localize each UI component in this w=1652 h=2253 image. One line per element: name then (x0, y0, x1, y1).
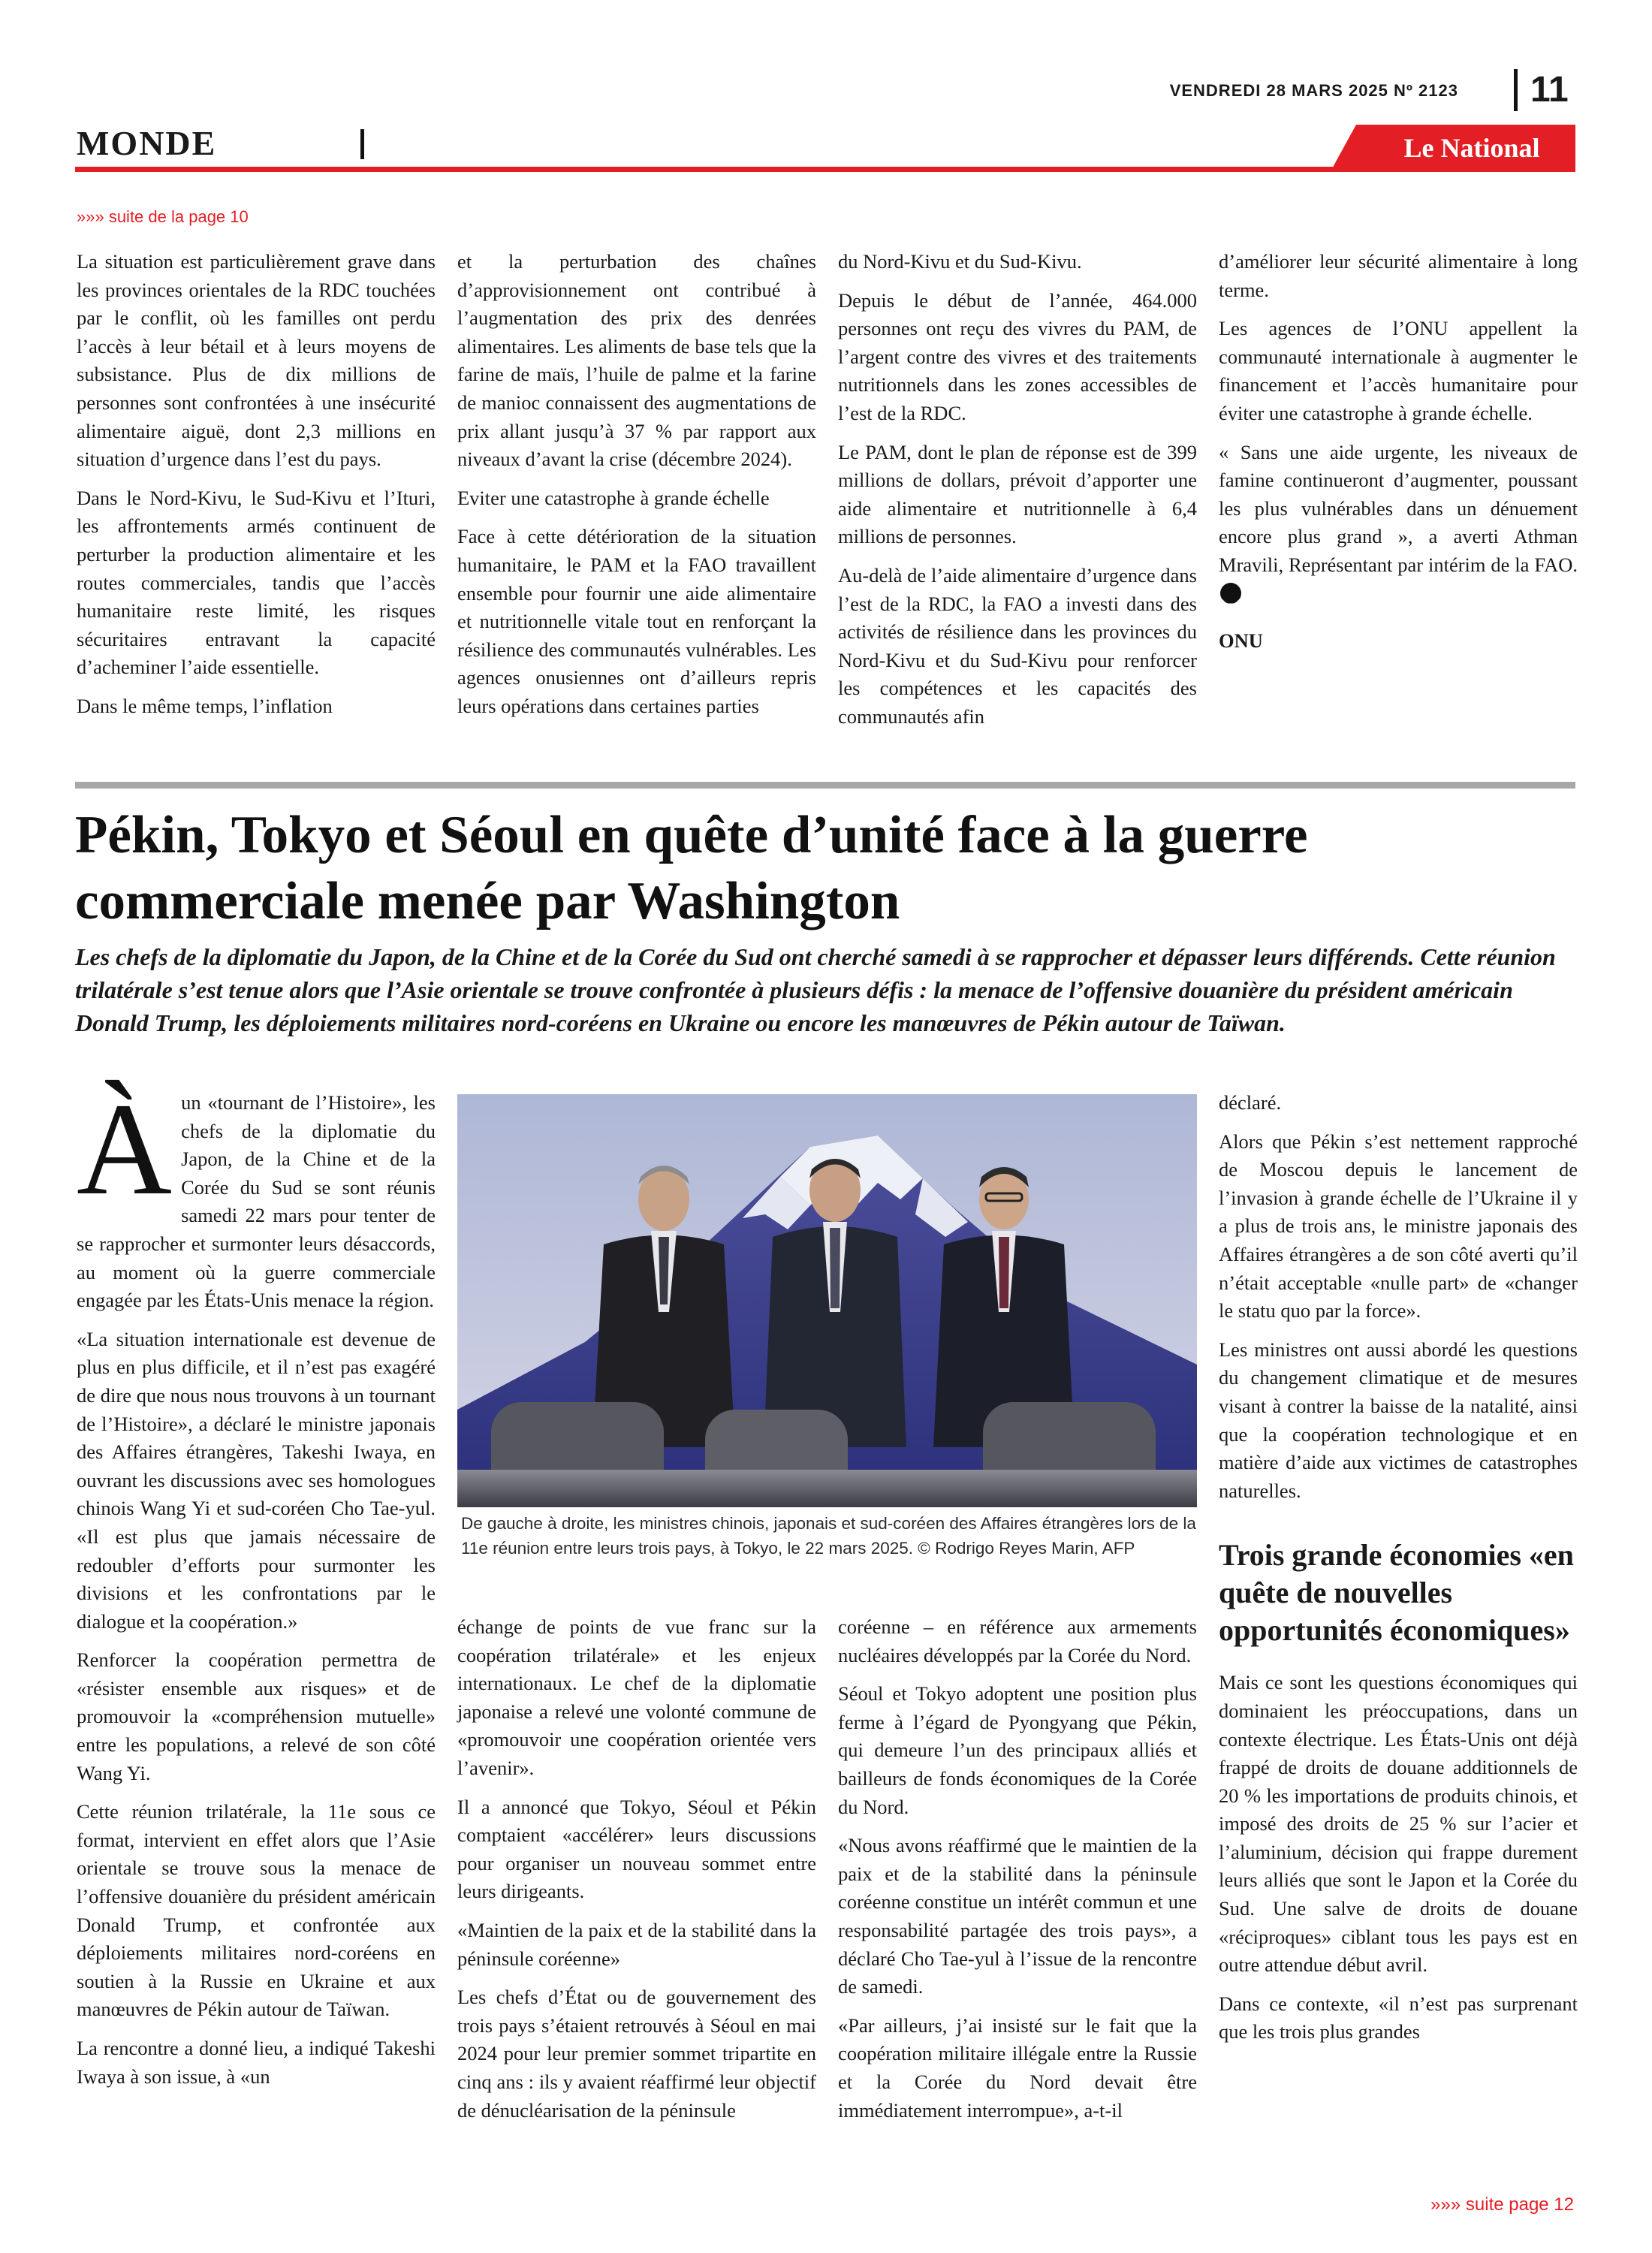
end-of-article-icon (1220, 583, 1241, 604)
paragraph: La situation est particulièrement grave dans les provinces orientales de la RDC touchées par le conflit, où les familles ont perdu l’accès à leur bétail et à leurs moyens de subsistance. Plus de dix millions de personnes sont confrontées à une insécurité alimentaire aiguë, dont 2,3 millions en situation d’urgence dans l’est du pays. (77, 250, 436, 471)
article-signature: ONU (1219, 629, 1263, 653)
article-lede: Les chefs de la diplomatie du Japon, de la Chine et de la Corée du Sud ont cherché samedi à se rapprocher et dépasser leurs différends. Cette réunion trilatérale s’est tenue alors que l’Asie orientale se trouve confrontée à plusieurs défis : la menace de l’offensive douanière du président américain Donald Trump, les déploiements militaires nord-coréens en Ukraine ou encore les manœuvres de Pékin autour de Taïwan. (75, 943, 1556, 1036)
paragraph: coréenne – en référence aux armements nucléaires développés par la Corée du Nord. (838, 1615, 1197, 1666)
paragraph: «Par ailleurs, j’ai insisté sur le fait que la coopération militaire illégale entre la Russie et la Corée du Nord devait être immédiatement interrompue», a-t-il (838, 2013, 1197, 2122)
paragraph: «Nous avons réaffirmé que le maintien de la paix et de la stabilité dans la péninsule coréenne constitue un intérêt commun et une responsabilité partagée des trois pays», a déclaré Cho Tae-yul à l’issue de la rencontre de samedi. (838, 1834, 1197, 1998)
paragraph: Les agences de l’ONU appellent la communauté internationale à augmenter le financement et l’accès humanitaire pour éviter une catastrophe à grande échelle. (1219, 317, 1578, 424)
intertitle: «Maintien de la paix et de la stabilité dans la péninsule coréenne» (457, 1918, 816, 1970)
quote-text: « Sans une aide urgente, les niveaux de famine continueront d’augmenter, poussant les plus vulnérables dans un dénuement encore plus grand », a averti Athman Mravili, Représentant par intérim de la FAO. (1219, 440, 1578, 576)
paragraph: Les chefs d’État ou de gouvernement des trois pays s’étaient retrouvés à Séoul en mai 2024 pour leur premier sommet tripartite en cinq ans : ils y avaient réaffirmé leur objectif de dénucléarisation de la péninsule (457, 1986, 816, 2122)
paragraph: Il a annoncé que Tokyo, Séoul et Pékin comptaient «accélérer» leurs discussions pour organiser un nouveau sommet entre leurs dirigeants. (457, 1795, 816, 1903)
paragraph: Face à cette détérioration de la situation humanitaire, le PAM et la FAO travaillent ensemble pour fournir une aide alimentaire et nutritionnelle vitale tout en renforçant la résilience des communautés vulnérables. Les agences onusiennes ont d’ailleurs repris leurs opérations dans certaines parties (457, 525, 816, 717)
paragraph: échange de points de vue franc sur la coopération trilatérale» et les enjeux internationaux. Le chef de la diplomatie japonaise a relevé une volonté commune de «promouvoir une coopération orientée vers l’avenir». (457, 1615, 816, 1779)
intertitle: Eviter une catastrophe à grande échelle (457, 486, 770, 509)
article-subheading: Trois grande économies «en quête de nouvelles opportunités économiques» (1219, 1538, 1574, 1648)
paragraph: «La situation internationale est devenue de plus en plus difficile, et il n’est pas exagéré de dire que nous nous trouvons à un tournant de l’Histoire», a déclaré le ministre japonais des Affaires étrangères, Takeshi Iwaya, en ouvrant les discussions avec ses homologues chinois Wang Yi et sud-coréen Cho Tae-yul. «Il est plus que jamais nécessaire de redoubler d’efforts pour surmonter les divisions et les confrontations par le dialogue et la coopération.» (77, 1327, 436, 1633)
issue-date: VENDREDI 28 MARS 2025 Nº 2123 (1169, 81, 1458, 100)
paragraph: Depuis le début de l’année, 464.000 personnes ont reçu des vivres du PAM, de l’argent contre des vivres et des traitements nutritionnels dans les zones accessibles de l’est de la RDC. (838, 288, 1197, 424)
paragraph: Les ministres ont aussi abordé les questions du changement climatique et de mesures visant à contrer la baisse de la natalité, ainsi que la coopération technologique et en matière d’aide aux victimes de catastrophes naturelles. (1219, 1338, 1578, 1502)
paragraph: La rencontre a donné lieu, a indiqué Takeshi Iwaya à son issue, à «un (77, 2037, 436, 2088)
paragraph: Le PAM, dont le plan de réponse est de 399 millions de dollars, prévoit d’apporter une aide alimentaire et nutritionnelle à 6,4 millions de personnes. (838, 440, 1197, 548)
paragraph: déclaré. (1219, 1091, 1282, 1114)
paragraph: du Nord-Kivu et du Sud-Kivu. (838, 250, 1082, 273)
main-article-column-4 (1219, 1089, 1578, 2057)
paragraph: Mais ce sont les questions économiques qui dominaient les préoccupations, dans un contexte électrique. Les États-Unis ont déjà frappé de droits de douane additionnels de 20 % les importations de produits chinois, et imposé des droits de 25 % sur l’acier et l’aluminium, décision qui frappe durement leurs alliés que sont le Japon et la Corée du Sud. Une salve de droits de douane «réciproques» ciblant tous les pays est en outre attendue début avril. (1219, 1671, 1578, 1977)
section-title: MONDE (77, 124, 217, 162)
article-separator (75, 782, 1575, 789)
main-article-column-1 (77, 1076, 436, 2101)
paragraph (1219, 439, 1578, 608)
paragraph: Dans ce contexte, «il n’est pas surprenant que les trois plus grandes (1219, 1992, 1578, 2043)
paragraph: Cette réunion trilatérale, la 11e sous ce format, intervient en effet alors que l’Asie orientale se trouve sous la menace de l’offensive douanière du président américain Donald Trump, et confrontée aux déploiements militaires nord-coréens en soutien à la Russie en Ukraine et aux manœuvres de Pékin autour de Taïwan. (77, 1800, 436, 2021)
paragraph: d’améliorer leur sécurité alimentaire à long terme. (1219, 250, 1578, 301)
opening-text: un «tournant de l’Histoire», les chefs de la diplomatie du Japon, de la Chine et de la Corée du Sud se sont réunis samedi 22 mars pour tenter de se rapprocher et surmonter leurs désaccords, au moment où la guerre commerciale engagée par les États-Unis menace la région. (77, 1091, 436, 1312)
page-number: 11 (1530, 70, 1569, 110)
article-headline: Pékin, Tokyo et Séoul en quête d’unité face à la guerre commerciale menée par Washington (75, 806, 1308, 930)
paragraph: Au-delà de l’aide alimentaire d’urgence dans l’est de la RDC, la FAO a investi dans des activités de résilience dans les provinces du Nord-Kivu et du Sud-Kivu pour renforcer les compétences et les capacités des communautés afin (838, 563, 1197, 728)
main-article-column-3 (838, 1613, 1197, 2135)
top-article-column-3 (838, 248, 1197, 742)
section-divider (360, 129, 364, 159)
page-number-divider (1514, 69, 1518, 111)
paragraph (77, 1076, 436, 1315)
paragraph: Alors que Pékin s’est nettement rapproché de Moscou depuis le lancement de l’invasion à grande échelle de l’Ukraine il y a plus de trois ans, le ministre japonais des Affaires étrangères a de son côté averti qu’il n’était acceptable «nulle part» de «changer le statu quo par la force». (1219, 1130, 1578, 1323)
paragraph: Renforcer la coopération permettra de «résister ensemble aux risques» et de promouvoir la «compréhension mutuelle» entre les populations, a relevé de son côté Wang Yi. (77, 1648, 436, 1784)
newspaper-logo: Le National (1403, 133, 1540, 163)
photo-illustration (457, 1094, 1197, 1507)
top-article-column-1 (77, 248, 436, 731)
top-article-column-4 (1219, 248, 1578, 666)
ministers-photo (457, 1094, 1197, 1507)
continued-from[interactable]: »»» suite de la page 10 (77, 207, 249, 226)
paragraph: Dans le Nord-Kivu, le Sud-Kivu et l’Ituri, les affrontements armés continuent de perturber la production alimentaire et les routes commerciales, tandis que l’accès humanitaire reste limité, les risques sécuritaires entravant la capacité d’acheminer l’aide essentielle. (77, 486, 436, 679)
paragraph: Séoul et Tokyo adoptent une position plus ferme à l’égard de Pyongyang que Pékin, qui demeure l’un des principaux alliés et bailleurs de fonds économiques de la Corée du Nord. (838, 1682, 1197, 1818)
continued-to[interactable]: »»» suite page 12 (1430, 2194, 1574, 2215)
top-article-column-2 (457, 248, 816, 731)
paragraph: et la perturbation des chaînes d’approvisionnement ont contribué à l’augmentation des prix des denrées alimentaires. Les aliments de base tels que la farine de maïs, l’huile de palme et la farine de manioc connaissent des augmentations de prix allant jusqu’à 37 % par rapport aux niveaux d’avant la crise (décembre 2024). (457, 250, 816, 471)
drop-cap: À (77, 1076, 173, 1223)
photo-caption: De gauche à droite, les ministres chinois, japonais et sud-coréen des Affaires étrangères lors de la 11e réunion entre leurs trois pays, à Tokyo, le 22 mars 2025. © Rodrigo Reyes Marin, AFP (461, 1514, 1196, 1558)
main-article-column-2 (457, 1613, 816, 2135)
paragraph: Dans le même temps, l’inflation (77, 694, 333, 717)
